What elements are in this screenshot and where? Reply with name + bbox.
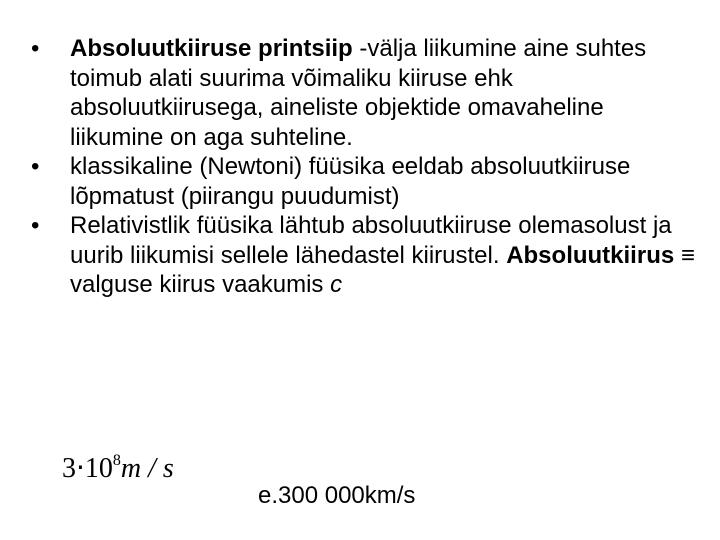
- bullet-icon: •: [31, 153, 40, 180]
- speed-of-light-formula: [62, 446, 174, 484]
- bullet-equiv-text: ≡ valguse kiirus vaakumis: [70, 241, 695, 298]
- bullet-list: [30, 34, 700, 300]
- bullet-bold-lead: Absoluutkiiruse printsiip: [70, 35, 353, 62]
- bullet-text: -välja liikumine aine suhtes toimub alati suurima võimaliku kiiruse ehk absoluutkiirusega, aineliste objektide omavaheline liikumine on aga suhteline.: [70, 35, 647, 151]
- bullet-bold-term: Absoluutkiirus: [506, 241, 675, 269]
- speed-approximation: e.300 000km/s: [258, 482, 416, 509]
- formula-unit: m / s: [120, 453, 174, 484]
- formula-coefficient: 3: [62, 453, 76, 484]
- formula-base: 10: [84, 453, 113, 484]
- bullet-text: Relativistlik füüsika lähtub absoluutkiiruse olemasolust ja uurib liikumisi sellele lähedastel kiirustel.: [70, 212, 672, 269]
- bullet-item-relativistic-physics: [30, 211, 700, 300]
- bullet-text: klassikaline (Newtoni) füüsika eeldab absoluutkiiruse lõpmatust (piirangu puudumist): [70, 153, 631, 210]
- bullet-item-classical-physics: [30, 152, 700, 211]
- bullet-item-absolute-speed-principle: [30, 34, 700, 152]
- speed-of-light-symbol: c: [330, 271, 343, 298]
- formula-times: ⋅: [76, 453, 85, 484]
- formula-exponent: 8: [112, 452, 121, 469]
- bullet-icon: •: [31, 35, 40, 62]
- bullet-icon: •: [31, 212, 40, 239]
